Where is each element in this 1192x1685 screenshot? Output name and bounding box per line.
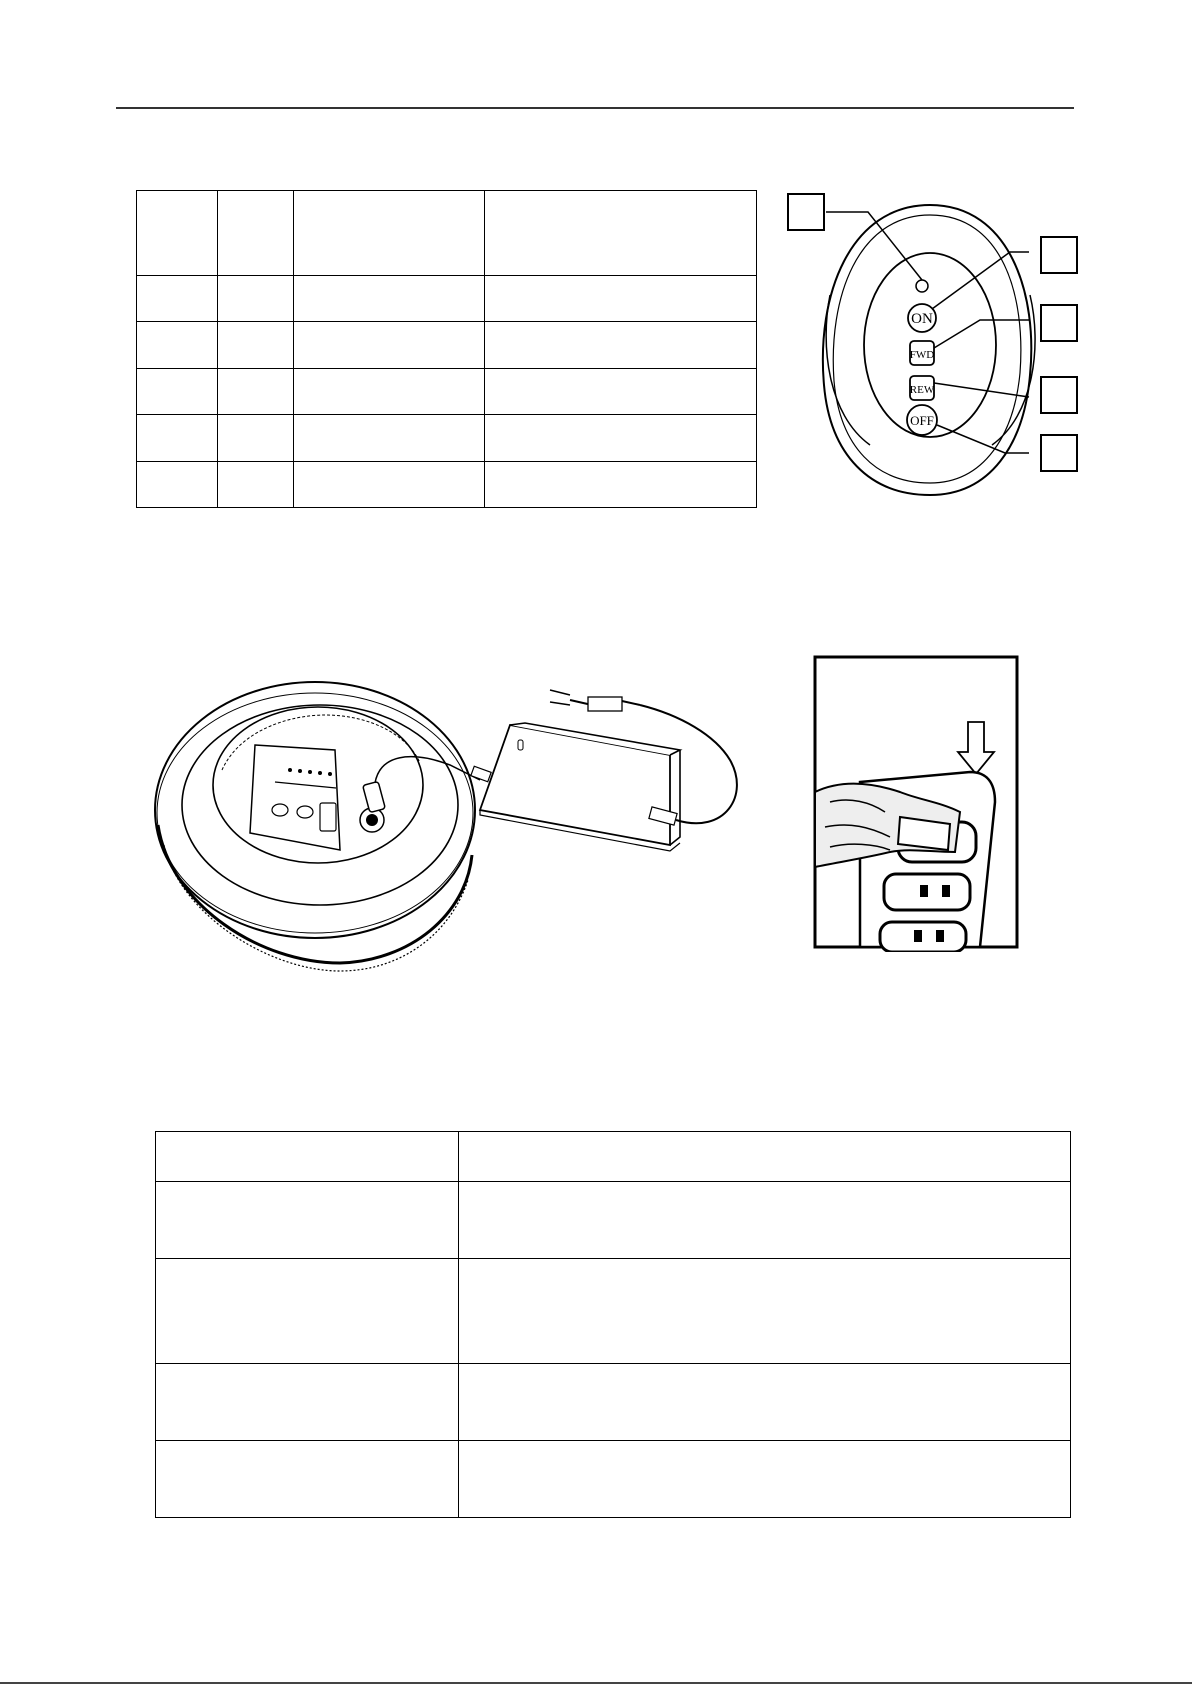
base-and-adapter-illustration (150, 675, 770, 975)
table-row (137, 462, 757, 508)
remote-control-illustration (780, 185, 1080, 505)
base-button-icon (297, 806, 313, 818)
table-cell (218, 462, 294, 508)
wall-socket-illustration (790, 652, 1020, 952)
table-row (156, 1132, 1071, 1182)
callout-box-fwd (1040, 304, 1078, 342)
table-cell (459, 1132, 1071, 1182)
table-cell (137, 415, 218, 462)
table-row (137, 276, 757, 322)
svg-text:REW: REW (909, 384, 935, 396)
table-cell (294, 369, 485, 415)
table-cell (156, 1132, 459, 1182)
table-cell (294, 322, 485, 369)
svg-text:ON: ON (911, 311, 933, 327)
off-button[interactable] (907, 405, 937, 435)
footer-rule (0, 1682, 1192, 1684)
specification-table (155, 1131, 1071, 1518)
callout-box-rew (1040, 376, 1078, 414)
table-cell (218, 191, 294, 276)
table-cell (459, 1441, 1071, 1518)
table-cell (485, 369, 757, 415)
table-row (137, 415, 757, 462)
base-switch-icon (320, 803, 336, 831)
rew-button[interactable] (910, 376, 935, 400)
table-cell (137, 462, 218, 508)
table-cell (459, 1364, 1071, 1441)
table-cell (485, 322, 757, 369)
table-cell (218, 322, 294, 369)
table-cell (156, 1182, 459, 1259)
table-cell (137, 191, 218, 276)
table-row (156, 1441, 1071, 1518)
on-button[interactable] (908, 304, 936, 332)
led-indicator-icon (916, 280, 928, 292)
base-button-icon (272, 804, 288, 816)
table-cell (294, 415, 485, 462)
table-cell (485, 462, 757, 508)
table-cell (218, 276, 294, 322)
table-cell (137, 276, 218, 322)
table-cell (218, 369, 294, 415)
table-cell (137, 369, 218, 415)
table-cell (459, 1259, 1071, 1364)
table-row (156, 1259, 1071, 1364)
svg-text:FWD: FWD (909, 349, 935, 361)
callout-box-off (1040, 434, 1078, 472)
callout-box-led (787, 193, 825, 231)
table-cell (294, 276, 485, 322)
table-row (156, 1364, 1071, 1441)
svg-text:OFF: OFF (910, 413, 934, 428)
table-row (137, 322, 757, 369)
callout-box-on (1040, 236, 1078, 274)
table-cell (294, 191, 485, 276)
base-control-panel (250, 745, 340, 850)
table-cell (485, 276, 757, 322)
table-cell (137, 322, 218, 369)
table-row (137, 191, 757, 276)
outlet-icon (880, 922, 966, 952)
fwd-button[interactable] (910, 341, 935, 365)
table-row (137, 369, 757, 415)
table-cell (156, 1259, 459, 1364)
table-row (156, 1182, 1071, 1259)
table-cell (218, 415, 294, 462)
table-cell (485, 415, 757, 462)
table-cell (156, 1364, 459, 1441)
table-cell (485, 191, 757, 276)
power-adapter (480, 723, 680, 851)
table-cell (459, 1182, 1071, 1259)
plug-icon (588, 697, 622, 711)
table-cell (294, 462, 485, 508)
table-cell (156, 1441, 459, 1518)
header-rule (116, 107, 1074, 109)
remote-function-table (136, 190, 757, 508)
